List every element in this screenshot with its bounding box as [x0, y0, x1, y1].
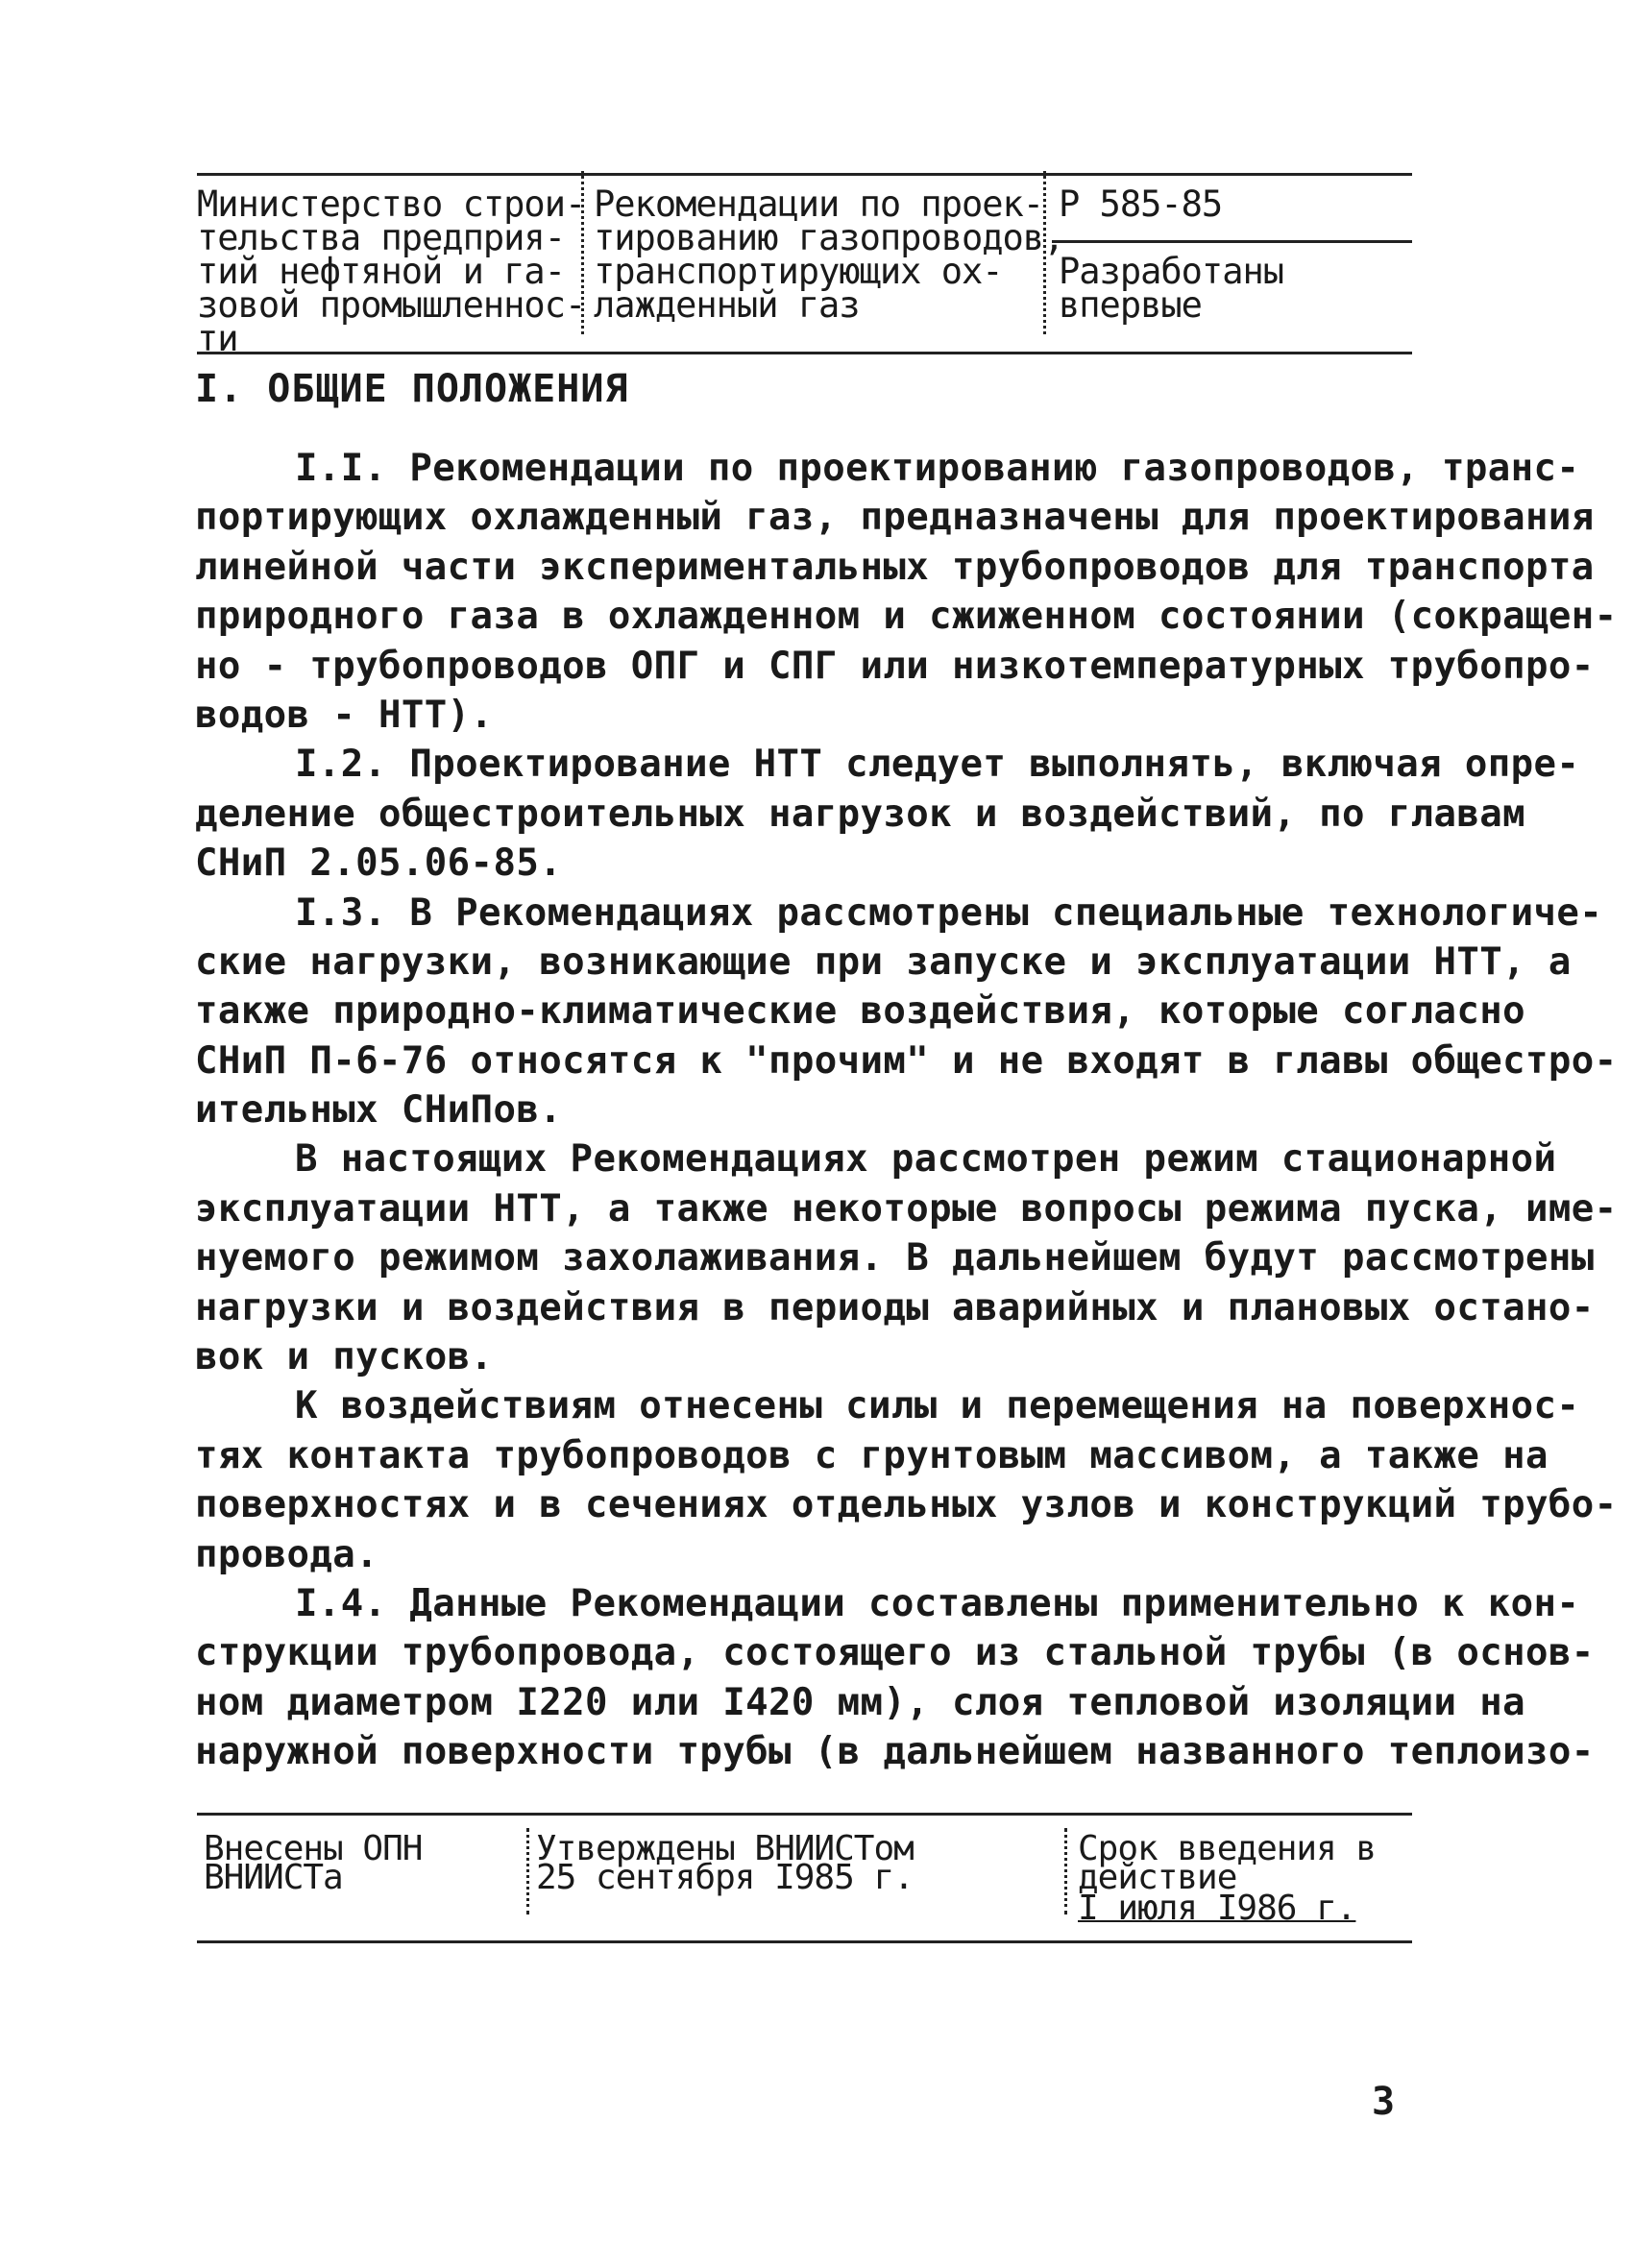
- footer-top-rule: [197, 1813, 1412, 1816]
- text-line: I.4. Данные Рекомендации составлены применительно к кон-: [295, 1581, 1580, 1625]
- text-line: В настоящих Рекомендациях рассмотрен режим стационарной: [295, 1137, 1557, 1182]
- header-document-code: Р 585-85: [1059, 183, 1223, 225]
- text-line: I.3. В Рекомендациях рассмотрены специальные технологиче-: [295, 890, 1603, 935]
- footer-effective-date: I июля I986 г.: [1078, 1889, 1356, 1928]
- text-line: также природно-климатические воздействия, которые согласно: [195, 989, 1526, 1034]
- header-separator: [581, 171, 584, 334]
- text-line: линейной части экспериментальных трубопроводов для транспорта: [195, 545, 1595, 589]
- text-line: эксплуатации НТТ, а также некоторые вопросы режима пуска, име-: [195, 1186, 1618, 1231]
- text-line: струкции трубопровода, состоящего из стальной трубы (в основ-: [195, 1631, 1595, 1675]
- text-line: провода.: [195, 1532, 379, 1576]
- text-line: ительных СНиПов.: [195, 1088, 563, 1133]
- paragraph: [195, 889, 1618, 1135]
- header-separator: [1043, 171, 1046, 334]
- paragraph: [195, 1134, 1618, 1381]
- text-line: деление общестроительных нагрузок и воздействий, по главам: [195, 792, 1526, 836]
- text-line: портирующих охлажденный газ, предназначены для проектирования: [195, 496, 1595, 540]
- header-document-status: Разработаны впервые: [1059, 251, 1284, 326]
- text-line: поверхностях и в сечениях отдельных узлов и конструкций трубо-: [195, 1483, 1618, 1527]
- text-line: нагрузки и воздействия в периоды аварийных и плановых остано-: [195, 1285, 1595, 1329]
- text-line: СНиП 2.05.06-85.: [195, 841, 563, 886]
- text-line: СНиП П-6-76 относятся к "прочим" и не входят в главы общестро-: [195, 1038, 1618, 1083]
- text-line: I.2. Проектирование НТТ следует выполнять, включая опре-: [295, 743, 1580, 787]
- paragraph: [195, 1579, 1595, 1777]
- footer-effective-label: Срок введения в действие: [1078, 1829, 1377, 1897]
- footer-separator: [1064, 1828, 1067, 1914]
- header-top-rule: [197, 173, 1412, 176]
- paragraph: [195, 740, 1580, 888]
- footer-separator: [526, 1828, 529, 1914]
- header-code-rule: [1052, 240, 1412, 243]
- body-text: [195, 444, 1618, 1777]
- paragraph: [195, 444, 1618, 740]
- footer-approved-by: Утверждены ВНИИСТом 25 сентября I985 г.: [536, 1829, 914, 1897]
- text-line: К воздействиям отнесены силы и перемещения на поверхнос-: [295, 1384, 1580, 1428]
- header-bottom-rule: [197, 352, 1412, 354]
- text-line: I.I. Рекомендации по проектированию газопроводов, транс-: [295, 447, 1580, 490]
- text-line: вок и пусков.: [195, 1335, 494, 1379]
- section-title: I. ОБЩИЕ ПОЛОЖЕНИЯ: [195, 367, 629, 411]
- footer-introduced-by: Внесены ОПН ВНИИСТа: [204, 1829, 423, 1897]
- header-document-title: Рекомендации по проек- тированию газопроводов, транспортирующих ох- лажденный газ: [594, 183, 1064, 326]
- text-line: наружной поверхности трубы (в дальнейшем названного теплоизо-: [195, 1730, 1595, 1774]
- text-line: водов - НТТ).: [195, 693, 494, 737]
- text-line: тях контакта трубопроводов с грунтовым массивом, а также на: [195, 1433, 1549, 1477]
- paragraph: [195, 1381, 1618, 1579]
- header-ministry: Министерство строи- тельства предприя- тий нефтяной и га- зовой промышленнос- ти: [197, 183, 586, 359]
- text-line: ские нагрузки, возникающие при запуске и эксплуатации НТТ, а: [195, 939, 1572, 984]
- text-line: природного газа в охлажденном и сжиженном состоянии (сокращен-: [195, 595, 1618, 639]
- text-line: но - трубопроводов ОПГ и СПГ или низкотемпературных трубопро-: [195, 644, 1595, 688]
- text-line: нуемого режимом захолаживания. В дальнейшем будут рассмотрены: [195, 1236, 1595, 1280]
- text-line: ном диаметром I220 или I420 мм), слоя тепловой изоляции на: [195, 1680, 1526, 1724]
- page-number: 3: [1372, 2080, 1396, 2124]
- footer-bottom-rule: [197, 1940, 1412, 1943]
